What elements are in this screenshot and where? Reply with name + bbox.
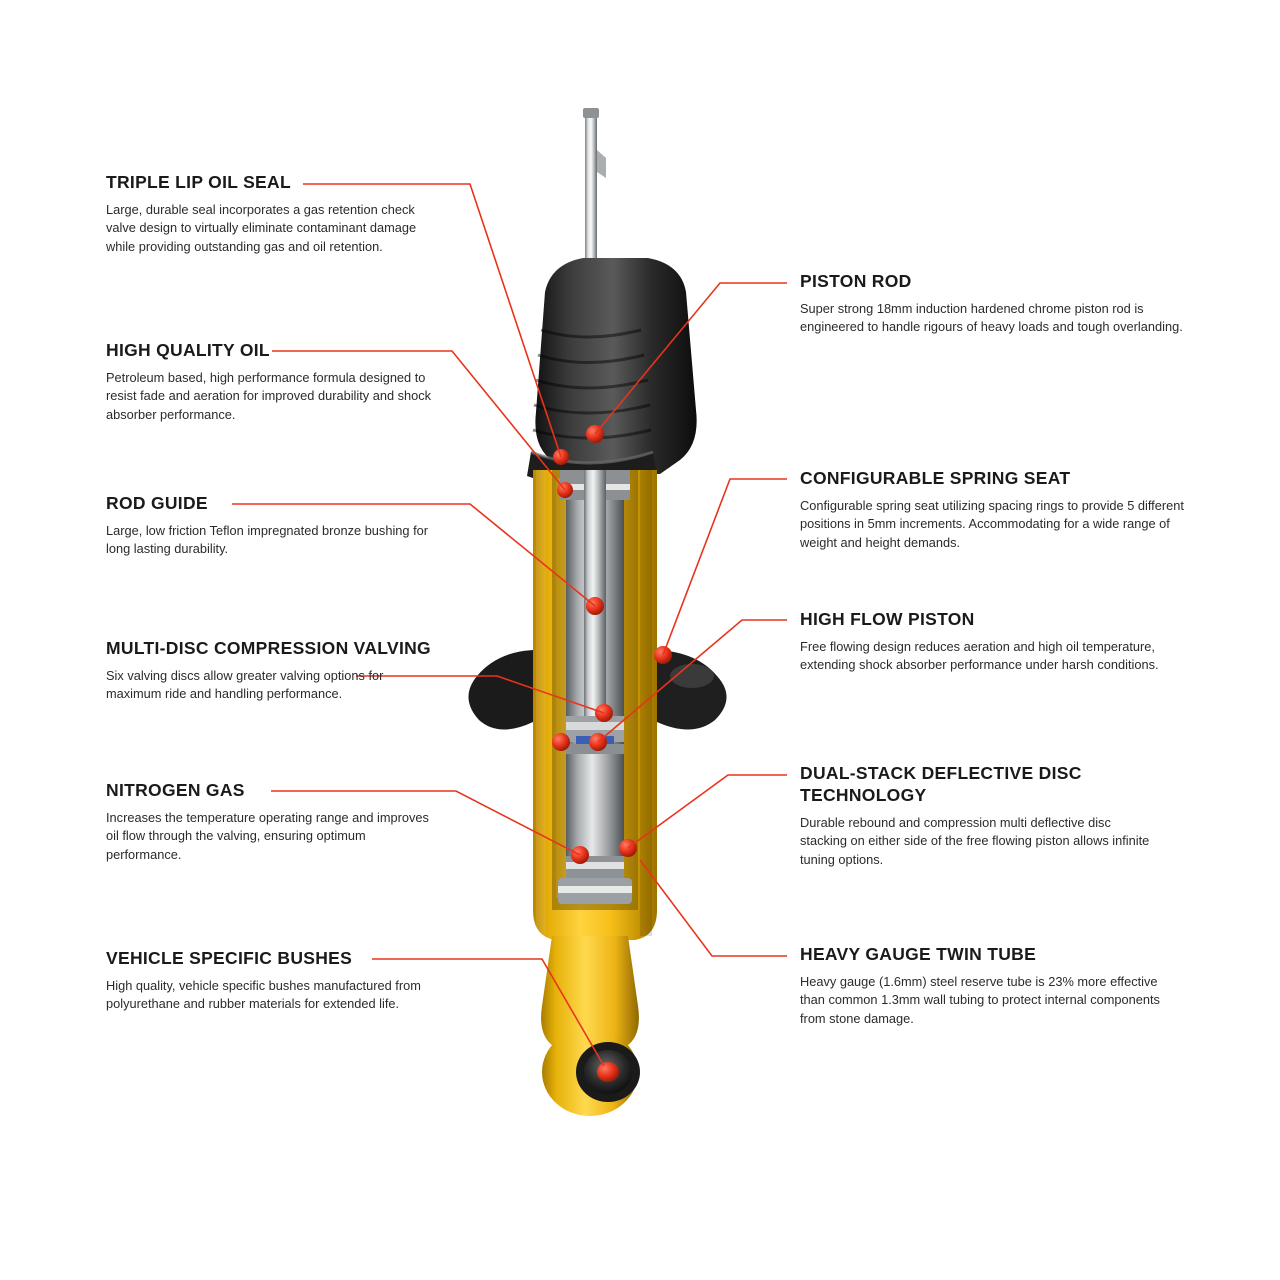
callout-title: HIGH FLOW PISTON — [800, 609, 975, 629]
callout-body: Petroleum based, high performance formula designed to resist fade and aeration for improved durability and shock absorber performance. — [106, 369, 432, 422]
callout-dual-stack-deflective-disc-technology — [800, 763, 1160, 869]
callout-body: Free flowing design reduces aeration and high oil temperature, extending shock absorber performance under harsh conditions. — [800, 638, 1159, 673]
callout-rod-guide — [106, 493, 436, 559]
callout-title: ROD GUIDE — [106, 493, 208, 513]
callout-title: MULTI-DISC COMPRESSION VALVING — [106, 638, 431, 658]
callout-body: Super strong 18mm induction hardened chrome piston rod is engineered to handle rigours of heavy loads and tough overlanding. — [800, 300, 1183, 335]
callout-title: NITROGEN GAS — [106, 780, 245, 800]
callout-body: Six valving discs allow greater valving options for maximum ride and handling performance. — [106, 667, 384, 702]
callout-heavy-gauge-twin-tube — [800, 944, 1160, 1028]
callout-title: TRIPLE LIP OIL SEAL — [106, 172, 291, 192]
callout-title: CONFIGURABLE SPRING SEAT — [800, 468, 1071, 488]
callout-title: DUAL-STACK DEFLECTIVE DISC TECHNOLOGY — [800, 763, 1082, 805]
callout-vehicle-specific-bushes — [106, 948, 436, 1014]
callout-body: Heavy gauge (1.6mm) steel reserve tube is 23% more effective than common 1.3mm wall tubing to protect internal components from stone damage. — [800, 973, 1160, 1026]
callout-body: Configurable spring seat utilizing spacing rings to provide 5 different positions in 5mm increments. Accommodating for a wide range of weight and height demands. — [800, 497, 1184, 550]
callout-body: Increases the temperature operating range and improves oil flow through the valving, ensuring optimum performance. — [106, 809, 429, 862]
callout-configurable-spring-seat — [800, 468, 1185, 552]
callout-nitrogen-gas — [106, 780, 436, 864]
callout-multi-disc-compression-valving — [106, 638, 436, 704]
callout-piston-rod — [800, 271, 1185, 337]
callout-body: Large, low friction Teflon impregnated bronze bushing for long lasting durability. — [106, 522, 429, 557]
callout-high-flow-piston — [800, 609, 1185, 675]
callout-body: High quality, vehicle specific bushes manufactured from polyurethane and rubber materials for extended life. — [106, 977, 421, 1012]
callout-body: Durable rebound and compression multi deflective disc stacking on either side of the free flowing piston allows infinite tuning options. — [800, 814, 1150, 867]
callout-title: HEAVY GAUGE TWIN TUBE — [800, 944, 1037, 964]
callout-triple-lip-oil-seal — [106, 172, 436, 256]
callout-body: Large, durable seal incorporates a gas retention check valve design to virtually eliminate contaminant damage while providing outstanding gas and oil retention. — [106, 201, 417, 254]
callout-title: PISTON ROD — [800, 271, 912, 291]
callout-title: HIGH QUALITY OIL — [106, 340, 270, 360]
callout-title: VEHICLE SPECIFIC BUSHES — [106, 948, 353, 968]
callout-high-quality-oil — [106, 340, 436, 424]
